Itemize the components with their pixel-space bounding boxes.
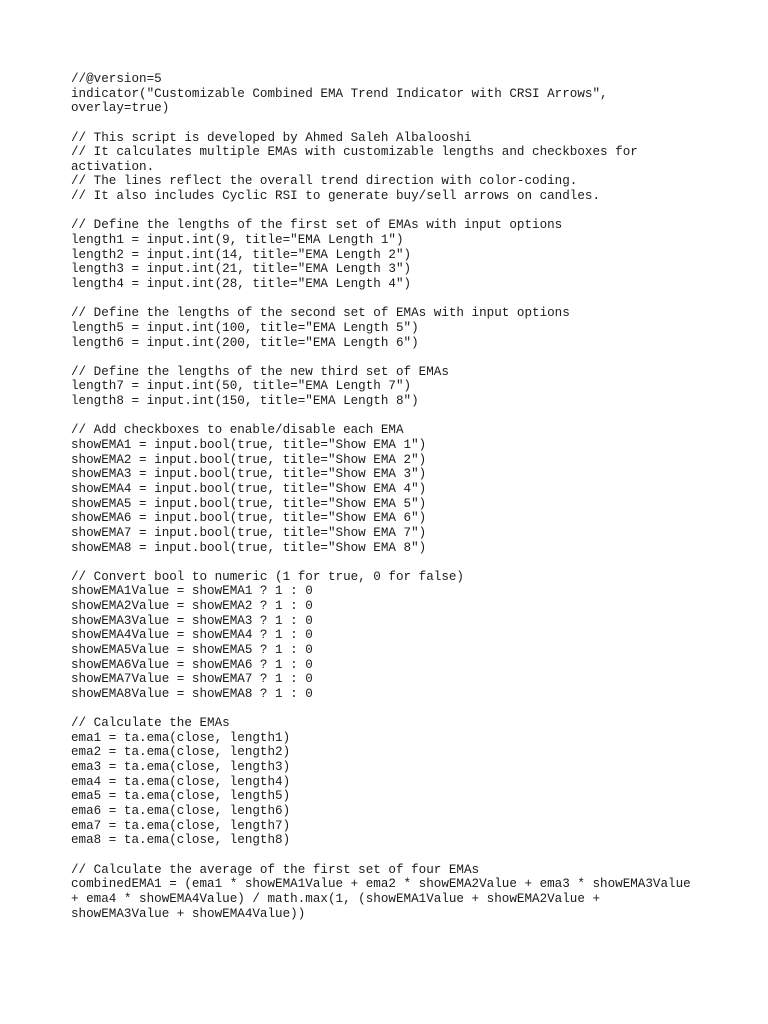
code-line: showEMA3 = input.bool(true, title="Show EMA 3") [71, 467, 427, 482]
code-line: ema5 = ta.ema(close, length5) [71, 789, 291, 804]
code-line [71, 292, 731, 307]
code-line: showEMA3Value = showEMA3 ? 1 : 0 [71, 613, 313, 628]
code-line [71, 848, 731, 863]
code-line: showEMA6Value = showEMA6 ? 1 : 0 [71, 657, 313, 672]
code-line: showEMA5Value = showEMA5 ? 1 : 0 [71, 642, 313, 657]
code-line: combinedEMA1 = (ema1 * showEMA1Value + ema2 * showEMA2Value + ema3 * showEMA3Value [71, 877, 691, 892]
code-line: ema6 = ta.ema(close, length6) [71, 804, 291, 819]
code-line: showEMA1 = input.bool(true, title="Show EMA 1") [71, 438, 427, 453]
code-line: length2 = input.int(14, title="EMA Length 2") [71, 247, 412, 262]
code-line: activation. [71, 159, 155, 174]
code-line: showEMA7 = input.bool(true, title="Show EMA 7") [71, 525, 427, 540]
code-line: // Define the lengths of the second set of EMAs with input options [71, 306, 570, 321]
code-block [71, 72, 731, 921]
code-line: ema8 = ta.ema(close, length8) [71, 833, 291, 848]
code-line: // Add checkboxes to enable/disable each EMA [71, 423, 404, 438]
code-line: // Calculate the EMAs [71, 716, 230, 731]
code-line: //@version=5 [71, 72, 162, 86]
code-line: length5 = input.int(100, title="EMA Length 5") [71, 320, 419, 335]
code-line: length6 = input.int(200, title="EMA Length 6") [71, 335, 419, 350]
code-line [71, 204, 731, 219]
code-line [71, 350, 731, 365]
code-line: showEMA1Value = showEMA1 ? 1 : 0 [71, 584, 313, 599]
code-line: length1 = input.int(9, title="EMA Length 1") [71, 233, 404, 248]
code-line: showEMA6 = input.bool(true, title="Show EMA 6") [71, 511, 427, 526]
code-line: indicator("Customizable Combined EMA Trend Indicator with CRSI Arrows", [71, 86, 608, 101]
code-line: overlay=true) [71, 101, 170, 116]
code-line [71, 702, 731, 717]
code-line: length7 = input.int(50, title="EMA Length 7") [71, 379, 412, 394]
code-line: length8 = input.int(150, title="EMA Length 8") [71, 394, 419, 409]
code-line [71, 409, 731, 424]
code-line: ema7 = ta.ema(close, length7) [71, 818, 291, 833]
code-line [71, 116, 731, 131]
code-line: ema1 = ta.ema(close, length1) [71, 730, 291, 745]
code-line: // It calculates multiple EMAs with customizable lengths and checkboxes for [71, 145, 638, 160]
code-line: length4 = input.int(28, title="EMA Length 4") [71, 276, 412, 291]
code-line: + ema4 * showEMA4Value) / math.max(1, (showEMA1Value + showEMA2Value + [71, 891, 601, 906]
code-line: ema2 = ta.ema(close, length2) [71, 745, 291, 760]
code-line: showEMA2Value = showEMA2 ? 1 : 0 [71, 599, 313, 614]
code-line: length3 = input.int(21, title="EMA Length 3") [71, 262, 412, 277]
code-line: ema4 = ta.ema(close, length4) [71, 774, 291, 789]
code-line: showEMA8 = input.bool(true, title="Show EMA 8") [71, 540, 427, 555]
code-line: // Define the lengths of the first set of EMAs with input options [71, 218, 563, 233]
code-line: showEMA5 = input.bool(true, title="Show EMA 5") [71, 496, 427, 511]
code-line: // This script is developed by Ahmed Saleh Albalooshi [71, 130, 472, 145]
code-line: // Calculate the average of the first set of four EMAs [71, 862, 480, 877]
code-line: showEMA4 = input.bool(true, title="Show EMA 4") [71, 481, 427, 496]
code-line: showEMA8Value = showEMA8 ? 1 : 0 [71, 686, 313, 701]
code-line: showEMA4Value = showEMA4 ? 1 : 0 [71, 628, 313, 643]
code-line: showEMA3Value + showEMA4Value)) [71, 906, 306, 921]
code-line: // The lines reflect the overall trend direction with color-coding. [71, 174, 578, 189]
code-line: ema3 = ta.ema(close, length3) [71, 760, 291, 775]
code-line: showEMA7Value = showEMA7 ? 1 : 0 [71, 672, 313, 687]
code-line: showEMA2 = input.bool(true, title="Show EMA 2") [71, 452, 427, 467]
code-line [71, 555, 731, 570]
code-line: // It also includes Cyclic RSI to generate buy/sell arrows on candles. [71, 189, 601, 204]
code-line: // Define the lengths of the new third set of EMAs [71, 364, 449, 379]
code-line: // Convert bool to numeric (1 for true, 0 for false) [71, 569, 464, 584]
